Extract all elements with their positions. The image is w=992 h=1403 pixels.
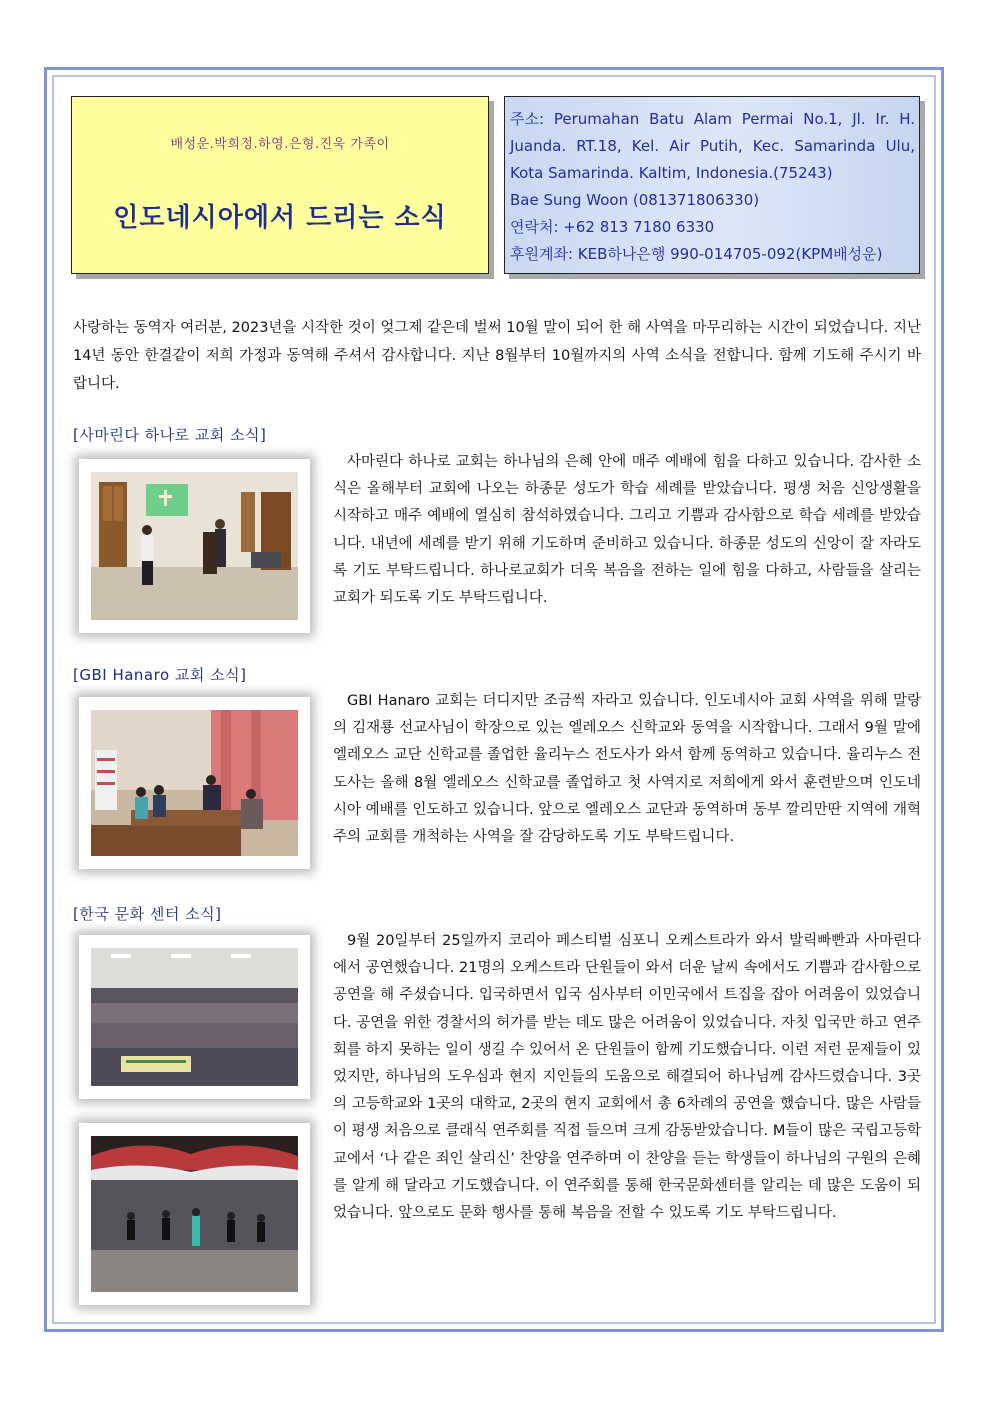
section-heading-gbi-hanaro: [GBI Hanaro 교회 소식] [73,666,247,684]
photo-orchestra-performance [79,1123,310,1305]
section-heading-samarinda-church: [사마린다 하나로 교회 소식] [73,426,267,444]
section-body-korean-culture-center: 9월 20일부터 25일까지 코리아 페스티벌 심포니 오케스트라가 와서 발릭빠빤과 사마린다에서 공연했습니다. 21명의 오케스트라 단원들이 와서 더운 날씨 속에서도 기쁨과 감사함으로 공연을 해 주셨습니다. 입국하면서 입국 심사부터 이민국에서 트집을 잡아 어려움이 있었습니다. 공연을 위한 경찰서의 허가를 받는 데도 많은 어려움이 있었습니다. 자칫 입국만 하고 연주회를 하지 못하는 일이 생길 수 있어서 온 단원들이 함께 기도했습니다. 이런 저런 문제들이 있었지만, 하나님의 도우심과 현지 지인들의 도움으로 해결되어 하나님께 감사드렸습니다. 3곳의 고등학교와 1곳의 대학교, 2곳의 현지 교회에서 총 6차례의 공연을 했습니다. 많은 사람들이 평생 처음으로 클래식 연주회를 직접 들으며 크게 감동받았습니다. M들이 많은 국립고등학교에서 ‘나 같은 죄인 살리신’ 찬양을 연주하며 이 찬양을 듣는 학생들이 하나님의 구원의 은혜를 알게 해 달라고 기도했습니다. 이 연주회를 통해 한국문화센터를 알리는 데 많은 도움이 되었습니다. 앞으로도 문화 행사를 통해 복음을 전할 수 있도록 기도 부탁드립니다. [333,933,921,1222]
address-line-1: 주소: Perumahan Batu Alam Permai No.1, Jl. Ir. H. [510,110,915,128]
section-body-gbi-hanaro: GBI Hanaro 교회는 더디지만 조금씩 자라고 있습니다. 인도네시아 교회 사역을 위해 말랑의 김재룡 선교사님이 학장으로 있는 엘레오스 신학교와 동역을 시작합니다. 그래서 9월 말에 엘레오스 교단 신학교를 졸업한 율리누스 전도사가 와서 함께 동역하고 있습니다. 율리누스 전도사는 올해 8월 엘레오스 신학교를 졸업하고 첫 사역지로 저희에게 와서 훈련받으며 인도네시아 예배를 인도하고 있습니다. 앞으로 엘레오스 교단과 동역하며 동부 깔리만딴 지역에 개혁주의 교회를 개척하는 사역을 잘 감당하도록 기도 부탁드립니다. [333,693,921,846]
photo-concert-audience [79,935,310,1099]
photo-baptism-service [79,459,310,633]
family-names: 배성운.박희정.하영.은형.진욱 가족이 [170,137,390,152]
newsletter-title-box [71,96,489,274]
newsletter-title: 인도네시아에서 드리는 소식 [113,203,447,233]
section-heading-korean-culture-center: [한국 문화 센터 소식] [73,905,222,923]
address-line-3: Kota Samarinda. Kaltim, Indonesia.(75243) [510,164,833,182]
contact-phone: 연락처: +62 813 7180 6330 [510,218,715,236]
address-line-2: Juanda. RT.18, Kel. Air Putih, Kec. Samarinda Ulu, [510,137,915,155]
photo-gbi-meeting [79,697,310,869]
address-box [504,96,920,274]
section-body-samarinda-church: 사마린다 하나로 교회는 하나님의 은혜 안에 매주 예배에 힘을 다하고 있습니다. 감사한 소식은 올해부터 교회에 나오는 하종문 성도가 학습 세례를 받았습니다. 평생 처음 신앙생활을 시작하고 매주 예배에 열심히 참석하였습니다. 그리고 기쁨과 감사함으로 학습 세례를 받았습니다. 내년에 세례를 받기 위해 기도하며 준비하고 있습니다. 하종문 성도의 신앙이 잘 자라도록 기도 부탁드립니다. 하나로교회가 더욱 복음을 전하는 일에 힘을 다하고, 사람들을 살리는 교회가 되도록 기도 부탁드립니다. [333,454,921,607]
intro-paragraph: 사랑하는 동역자 여러분, 2023년을 시작한 것이 엊그제 같은데 벌써 10월 말이 되어 한 해 사역을 마무리하는 시간이 되었습니다. 지난 14년 동안 한결같이 저희 가정과 동역해 주셔서 감사합니다. 지난 8월부터 10월까지의 사역 소식을 전합니다. 함께 기도해 주시기 바랍니다. [73,320,921,392]
contact-name-phone: Bae Sung Woon (081371806330) [510,191,760,209]
donation-account: 후원계좌: KEB하나은행 990-014705-092(KPM배성운) [510,245,883,263]
